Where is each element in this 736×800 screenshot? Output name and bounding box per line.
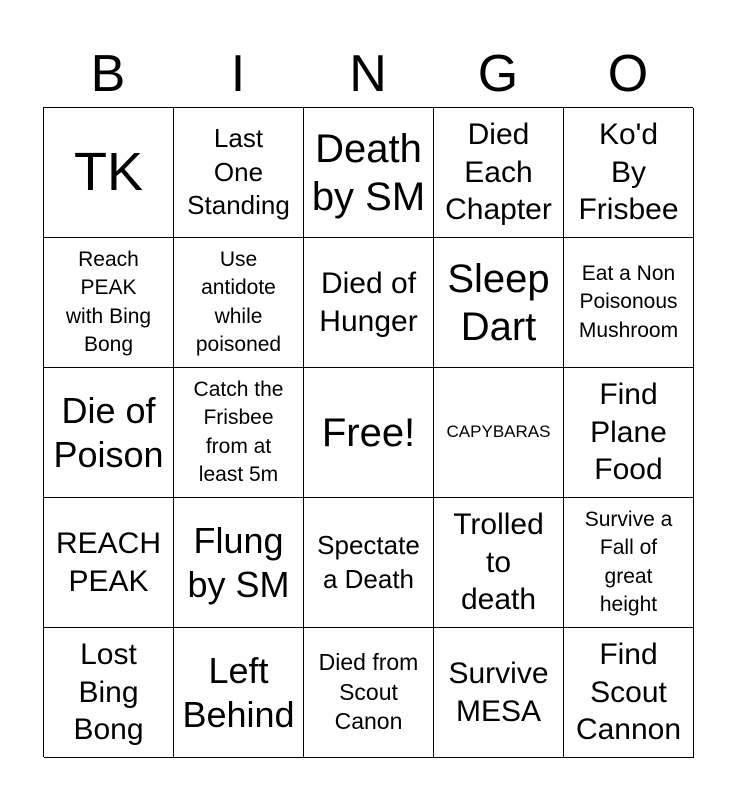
bingo-cell[interactable] — [434, 498, 564, 628]
bingo-cell-label: Reach PEAK with Bing Bong — [65, 247, 152, 356]
bingo-cell[interactable] — [564, 498, 694, 628]
bingo-cell[interactable] — [564, 368, 694, 498]
bingo-cell[interactable] — [304, 108, 434, 238]
bingo-cell[interactable] — [44, 368, 174, 498]
bingo-cell-label: Die of Poison — [53, 390, 164, 475]
bingo-cell-label: Sleep Dart — [447, 256, 550, 349]
bingo-cell-label: Last One Standing — [187, 122, 290, 221]
bingo-cell[interactable] — [304, 238, 434, 368]
bingo-cell[interactable] — [304, 498, 434, 628]
bingo-cell-label: Use antidote while poisoned — [195, 247, 282, 356]
bingo-cell-label: Eat a Non Poisonous Mushroom — [578, 261, 679, 342]
bingo-cell-label: Survive a Fall of great height — [584, 507, 673, 616]
bingo-cell[interactable] — [174, 108, 304, 238]
bingo-cell[interactable] — [174, 628, 304, 758]
bingo-cell-label: Find Scout Cannon — [575, 638, 682, 747]
bingo-cell-label: CAPYBARAS — [446, 422, 551, 442]
bingo-cell-label: Died Each Chapter — [445, 118, 552, 227]
bingo-cell[interactable] — [564, 628, 694, 758]
bingo-cell-label: Trolled to death — [453, 508, 544, 617]
bingo-cell[interactable] — [44, 628, 174, 758]
bingo-cell-label: Find Plane Food — [590, 378, 667, 487]
bingo-cell-label: Death by SM — [311, 126, 426, 219]
bingo-cell-label: Flung by SM — [187, 520, 290, 605]
bingo-cell[interactable] — [174, 238, 304, 368]
header-letter-i: I — [230, 45, 246, 103]
header-letter-o: O — [607, 45, 649, 103]
bingo-cell[interactable] — [434, 238, 564, 368]
bingo-cell[interactable] — [44, 108, 174, 238]
header-letter-b: B — [90, 45, 126, 103]
bingo-cell-label: Ko'd By Frisbee — [578, 118, 679, 227]
bingo-cell-label: Died of Hunger — [319, 267, 418, 338]
header-letter-g: G — [477, 45, 519, 103]
bingo-cell-label: Catch the Frisbee from at least 5m — [193, 377, 284, 486]
header-letter-n: N — [349, 45, 387, 103]
bingo-cell[interactable] — [304, 628, 434, 758]
bingo-cell-label: REACH PEAK — [55, 527, 161, 598]
bingo-cell-label: TK — [73, 142, 143, 203]
bingo-cell[interactable] — [564, 108, 694, 238]
bingo-cell-label: Lost Bing Bong — [73, 638, 144, 747]
bingo-cell[interactable] — [44, 238, 174, 368]
bingo-cell[interactable] — [434, 368, 564, 498]
bingo-cell-label: Died from Scout Canon — [318, 648, 419, 735]
bingo-cell-label: Left Behind — [182, 650, 295, 735]
bingo-cell[interactable] — [44, 498, 174, 628]
bingo-cell-label: Spectate a Death — [317, 529, 420, 594]
bingo-board — [43, 107, 693, 757]
bingo-cell-label: Survive MESA — [448, 657, 549, 728]
bingo-cell[interactable] — [434, 628, 564, 758]
bingo-cell[interactable] — [174, 498, 304, 628]
bingo-header — [43, 40, 693, 108]
bingo-cell[interactable] — [174, 368, 304, 498]
bingo-cell[interactable] — [434, 108, 564, 238]
bingo-cell[interactable] — [564, 238, 694, 368]
bingo-cell-label: Free! — [321, 410, 416, 455]
bingo-cell[interactable] — [304, 368, 434, 498]
